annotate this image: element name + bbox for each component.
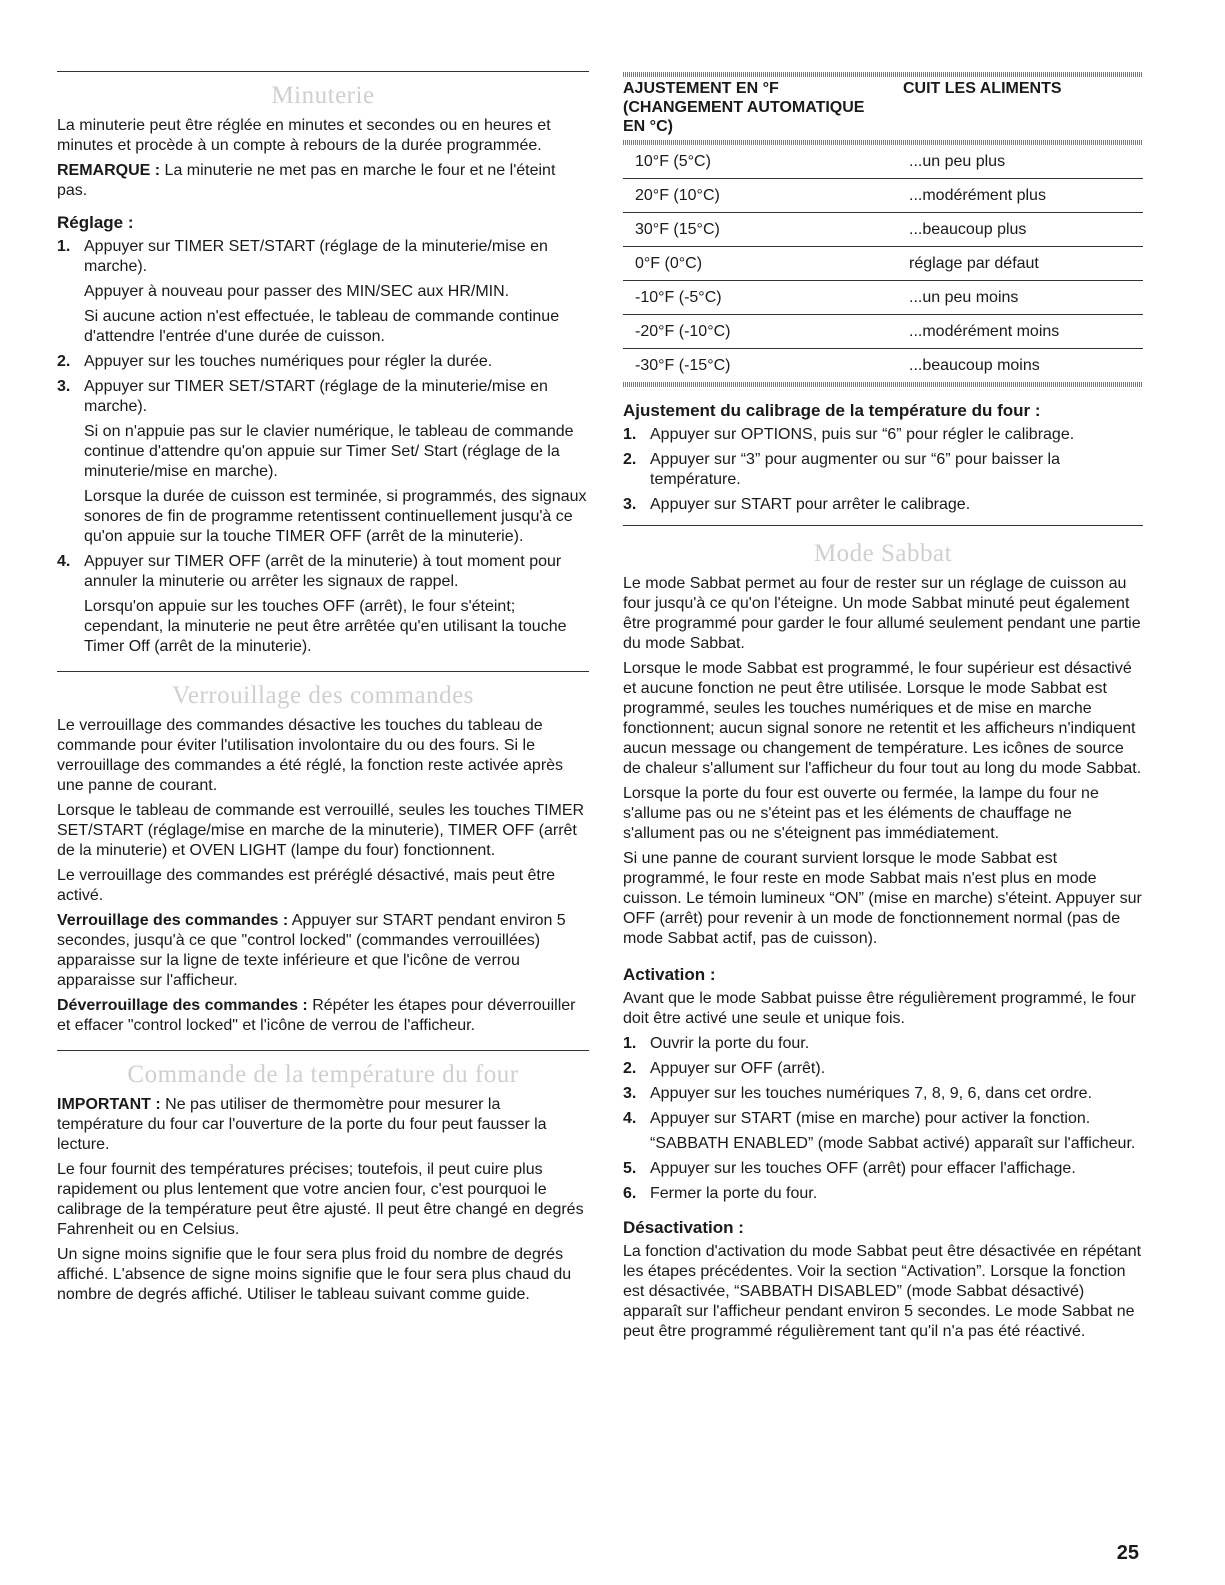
table-cell: -30°F (-15°C) — [635, 357, 731, 374]
verrouillage-p2: Lorsque le tableau de commande est verrouillé, seules les touches TIMER SET/START (réglage/mise en marche de la minuterie), TIMER OFF (arrêt de la minuterie) et OVEN LIGHT (lampe du four) fonctionnent. — [57, 802, 585, 859]
calibration-table-body — [623, 145, 1143, 382]
table-row — [623, 315, 1143, 349]
list-item — [623, 1159, 1143, 1179]
step-text: Appuyer sur TIMER OFF (arrêt de la minuterie) à tout moment pour annuler la minuterie ou arrêter les signaux de rappel. — [84, 553, 562, 590]
left-column — [57, 0, 589, 1310]
table-row — [623, 179, 1143, 213]
activation-steps — [623, 1034, 1143, 1204]
important-label: IMPORTANT : — [57, 1096, 161, 1113]
step-text: Appuyer sur OPTIONS, puis sur “6” pour régler le calibrage. — [650, 426, 1075, 443]
minuterie-intro: La minuterie peut être réglée en minutes et secondes ou en heures et minutes et procède à un compte à rebours de la durée programmée. — [57, 117, 551, 154]
table-header-effect: CUIT LES ALIMENTS — [903, 80, 1062, 97]
section-divider — [57, 1050, 589, 1051]
activation-intro: Avant que le mode Sabbat puisse être régulièrement programmé, le four doit être activé une seule et unique fois. — [623, 990, 1136, 1027]
step-number: 3. — [623, 1085, 637, 1102]
calibration-heading: Ajustement du calibrage de la température du four : — [623, 401, 1041, 420]
list-item — [623, 1084, 1143, 1104]
verrouillage-p3: Le verrouillage des commandes est préréglé désactivé, mais peut être activé. — [57, 867, 556, 904]
table-cell: 0°F (0°C) — [623, 247, 903, 281]
temperature-title: Commande de la température du four — [127, 1061, 519, 1088]
unlock-label: Déverrouillage des commandes : — [57, 997, 308, 1014]
note-text: La minuterie ne met pas en marche le four et ne l'éteint pas. — [57, 162, 556, 199]
step-text: Appuyer sur les touches numériques 7, 8, 9, 6, dans cet ordre. — [650, 1085, 1093, 1102]
step-text: Appuyer sur START (mise en marche) pour activer la fonction. — [650, 1110, 1091, 1127]
list-item — [623, 1034, 1143, 1054]
step-text: Fermer la porte du four. — [650, 1185, 818, 1202]
table-cell: 10°F (5°C) — [623, 145, 903, 179]
section-divider — [623, 525, 1143, 526]
list-item — [57, 237, 589, 347]
list-item — [57, 552, 589, 657]
table-cell: ...modérément plus — [903, 179, 1143, 213]
section-divider — [57, 71, 589, 72]
table-row — [623, 281, 1143, 315]
step-text: Appuyer sur TIMER SET/START (réglage de la minuterie/mise en marche). — [84, 238, 548, 275]
step-text: Lorsqu'on appuie sur les touches OFF (arrêt), le four s'éteint; cependant, la minuterie ne peut être arrêtée qu'en utilisant la touche Timer Off (arrêt de la minuterie). — [84, 598, 567, 655]
table-cell: -20°F (-10°C) — [623, 315, 903, 349]
step-number: 4. — [623, 1110, 637, 1127]
step-text: Appuyer sur TIMER SET/START (réglage de la minuterie/mise en marche). — [84, 378, 548, 415]
list-item — [623, 1184, 1143, 1204]
section-divider — [57, 671, 589, 672]
step-text: Appuyer sur START pour arrêter le calibrage. — [650, 496, 971, 513]
step-text: Appuyer à nouveau pour passer des MIN/SEC aux HR/MIN. — [84, 283, 510, 300]
page-number: 25 — [1116, 1542, 1139, 1564]
step-number: 2. — [623, 1060, 637, 1077]
table-row — [623, 145, 1143, 179]
verrouillage-p1: Le verrouillage des commandes désactive les touches du tableau de commande pour éviter l'utilisation involontaire du ou des fours. Si le verrouillage des commandes a été réglé, la fonction reste activée après une panne de courant. — [57, 717, 564, 794]
step-number: 2. — [57, 353, 71, 370]
step-number: 1. — [623, 1035, 637, 1052]
list-item — [57, 377, 589, 547]
table-header-row — [623, 77, 1143, 140]
lock-label: Verrouillage des commandes : — [57, 912, 289, 929]
minuterie-steps — [57, 237, 589, 657]
step-text: Appuyer sur OFF (arrêt). — [650, 1060, 826, 1077]
table-cell: réglage par défaut — [903, 247, 1143, 281]
step-number: 1. — [623, 426, 637, 443]
temperature-p3: Un signe moins signifie que le four sera plus froid du nombre de degrés affiché. L'absence de signe moins signifie que le four sera plus chaud du nombre de degrés affiché. Utiliser le tableau suivant comme guide. — [57, 1246, 572, 1303]
table-cell: ...un peu plus — [903, 145, 1143, 179]
lock-text: Appuyer sur START pendant environ 5 secondes, jusqu'à ce que "control locked" (commandes verrouillées) apparaisse sur la ligne de texte inférieure et que l'icône de verrou apparaisse sur l'afficheur. — [57, 912, 566, 989]
table-row — [623, 349, 1143, 383]
step-text: Ouvrir la porte du four. — [650, 1035, 810, 1052]
step-number: 4. — [57, 553, 71, 570]
sabbat-p2: Lorsque le mode Sabbat est programmé, le four supérieur est désactivé et aucune fonction ne peut être utilisée. Lorsque le mode Sabbat est programmé, seules les touches numériques et de mise en marche fonctionnent; aucun signal sonore ne retentit et les afficheurs n'indiquent aucun message ou changement de température. Les icônes de source de chaleur s'allument sur l'afficheur du four tout au long du mode Sabbat. — [623, 660, 1142, 777]
sabbat-title: Mode Sabbat — [813, 540, 953, 567]
reglage-heading: Réglage : — [57, 213, 134, 232]
step-number: 1. — [57, 238, 71, 255]
list-item — [623, 495, 1143, 515]
table-cell: ...un peu moins — [903, 281, 1143, 315]
activation-heading: Activation : — [623, 965, 716, 984]
verrouillage-title: Verrouillage des commandes — [172, 682, 474, 709]
temperature-p2: Le four fournit des températures précises; toutefois, il peut cuire plus rapidement ou plus lentement que votre ancien four, c'est pourquoi le calibrage de la température peut être ajusté. Il peut être changé en degrés Fahrenheit ou en Celsius. — [57, 1161, 584, 1238]
step-number: 6. — [623, 1185, 637, 1202]
note-label: REMARQUE : — [57, 162, 161, 179]
table-cell: -10°F (-5°C) — [623, 281, 903, 315]
table-header-adjustment: AJUSTEMENT EN °F (CHANGEMENT AUTOMATIQUE EN °C) — [623, 80, 865, 135]
unlock-text: Répéter les étapes pour déverrouiller et effacer "control locked" et l'icône de verrou de l'afficheur. — [57, 997, 576, 1034]
right-column — [623, 0, 1143, 1347]
step-number: 2. — [623, 451, 637, 468]
table-cell: 20°F (10°C) — [623, 179, 903, 213]
table-row — [623, 247, 1143, 281]
step-text: Appuyer sur les touches numériques pour régler la durée. — [84, 353, 493, 370]
deactivation-heading: Désactivation : — [623, 1218, 744, 1237]
verrouillage-unlock — [57, 996, 589, 1036]
table-row — [623, 213, 1143, 247]
sabbat-p1: Le mode Sabbat permet au four de rester sur un réglage de cuisson au four jusqu'à ce qu'on l'éteigne. Un mode Sabbat minuté peut également être programmé pour garder le four allumé seulement pendant une partie du mode Sabbat. — [623, 575, 1141, 652]
list-item — [623, 1059, 1143, 1079]
step-text: Lorsque la durée de cuisson est terminée, si programmés, des signaux sonores de fin de programme retentissent continuellement jusqu'à ce qu'on appuie sur la touche TIMER OFF (arrêt de la minuterie). — [84, 488, 587, 545]
list-item — [57, 352, 589, 372]
step-number: 3. — [623, 496, 637, 513]
step-text: Si on n'appuie pas sur le clavier numérique, le tableau de commande continue d'attendre qu'on appuie sur Timer Set/ Start (réglage de la minuterie/mise en marche). — [84, 423, 574, 480]
temperature-important — [57, 1095, 589, 1155]
list-item — [623, 425, 1143, 445]
step-number: 3. — [57, 378, 71, 395]
table-cell: ...beaucoup moins — [909, 357, 1040, 374]
step-text: “SABBATH ENABLED” (mode Sabbat activé) apparaît sur l'afficheur. — [650, 1135, 1136, 1152]
minuterie-note — [57, 161, 589, 201]
deactivation-text: La fonction d'activation du mode Sabbat peut être désactivée en répétant les étapes précédentes. Voir la section “Activation”. Lorsque la fonction est désactivée, “SABBATH DISABLED” (mode Sabbat désactivé) apparaît sur l'afficheur pendant environ 5 secondes. Le mode Sabbat ne peut être programmé régulièrement tant qu'il n'a pas été réactivé. — [623, 1243, 1142, 1340]
table-cell: 30°F (15°C) — [623, 213, 903, 247]
sabbat-p4: Si une panne de courant survient lorsque le mode Sabbat est programmé, le four reste en mode Sabbat mais n'est plus en mode cuisson. Le témoin lumineux “ON” (mise en marche) s'éteint. Appuyer sur OFF (arrêt) pour revenir à un mode de fonctionnement normal (pas de mode Sabbat actif, pas de cuisson). — [623, 850, 1142, 947]
step-text: Appuyer sur “3” pour augmenter ou sur “6” pour baisser la température. — [650, 451, 1060, 488]
table-cell: ...beaucoup plus — [903, 213, 1143, 247]
minuterie-title: Minuterie — [271, 82, 375, 109]
important-text: Ne pas utiliser de thermomètre pour mesurer la température du four car l'ouverture de la porte du four peut fausser la lecture. — [57, 1096, 547, 1153]
step-text: Appuyer sur les touches OFF (arrêt) pour effacer l'affichage. — [650, 1160, 1076, 1177]
step-text: Si aucune action n'est effectuée, le tableau de commande continue d'attendre l'entrée d'une durée de cuisson. — [84, 308, 560, 345]
verrouillage-lock — [57, 911, 589, 991]
calibration-steps — [623, 425, 1143, 515]
table-bottom-border — [623, 382, 1143, 387]
sabbat-p3: Lorsque la porte du four est ouverte ou fermée, la lampe du four ne s'allume pas ou ne s'éteint pas et les éléments de chauffage ne s'allument pas ou ne s'éteignent pas immédiatement. — [623, 785, 1099, 842]
step-number: 5. — [623, 1160, 637, 1177]
list-item — [623, 450, 1143, 490]
table-cell: ...modérément moins — [903, 315, 1143, 349]
calibration-table — [623, 77, 1143, 140]
list-item — [623, 1109, 1143, 1154]
